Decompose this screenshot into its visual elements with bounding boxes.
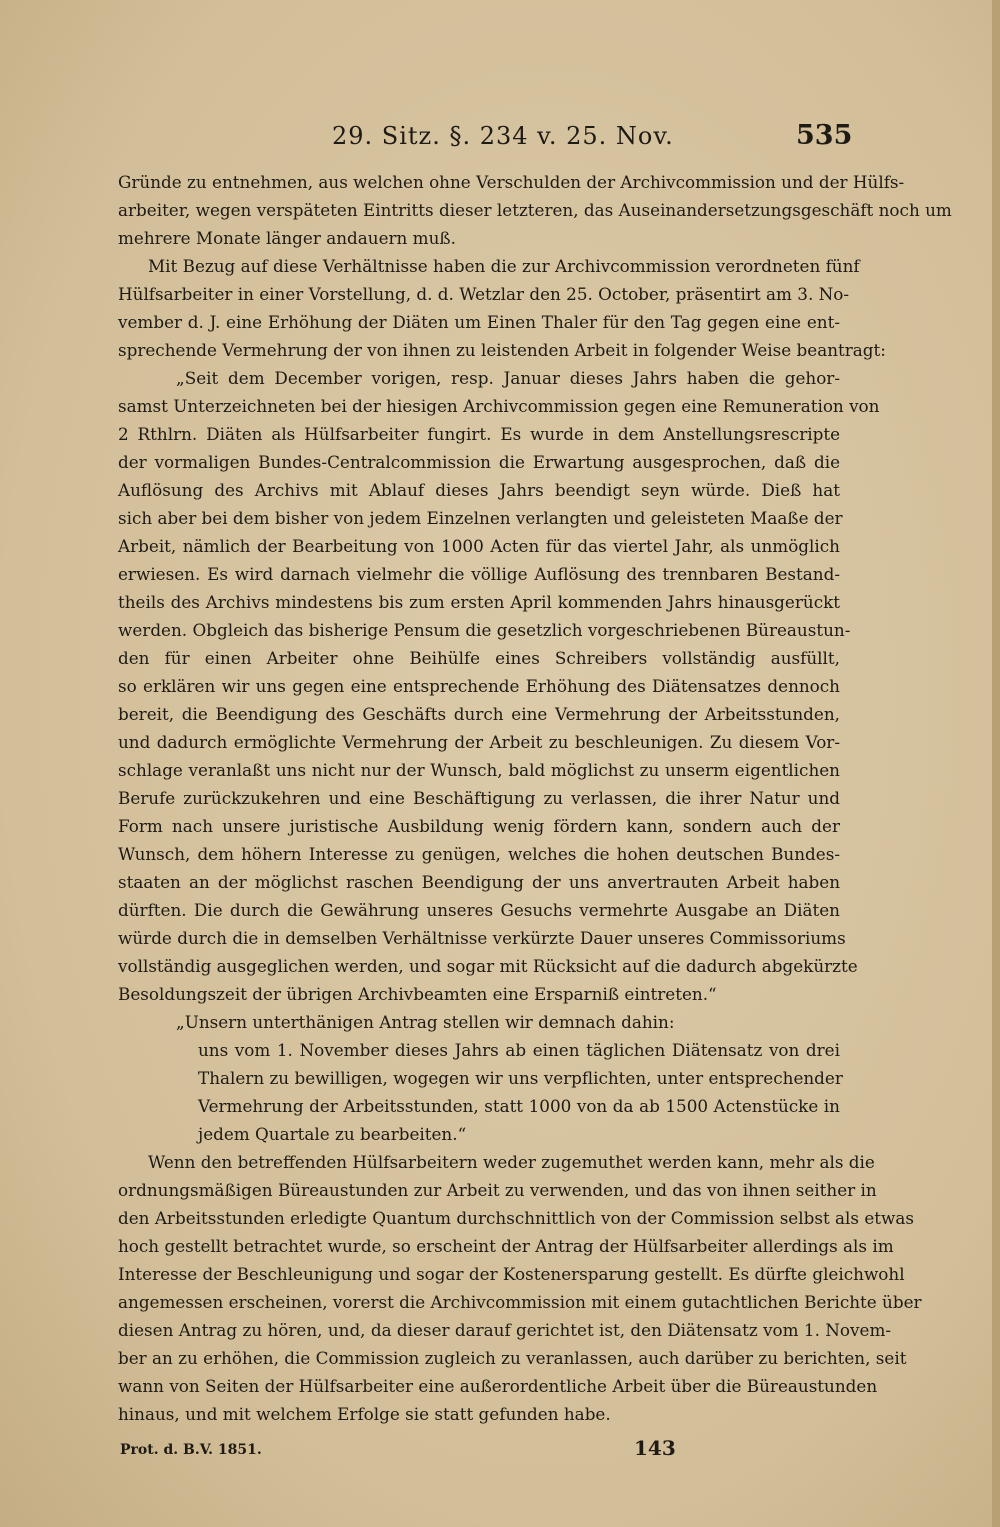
text-line: Mit Bezug auf diese Verhältnisse haben die zur Archivcommission verordneten fünf [148,256,860,276]
text-line: sprechende Vermehrung der von ihnen zu leistenden Arbeit in folgender Weise beantragt: [118,340,886,360]
text-line: uns vom 1. November dieses Jahrs ab einen täglichen Diätensatz von drei [198,1040,840,1060]
text-line: und dadurch ermöglichte Vermehrung der Arbeit zu beschleunigen. Zu diesem Vor- [118,732,840,752]
text-line: Besoldungszeit der übrigen Archivbeamten eine Ersparniß eintreten.“ [118,984,717,1004]
text-line: den Arbeitsstunden erledigte Quantum durchschnittlich von der Commission selbst als etwas [118,1208,915,1228]
text-line: ber an zu erhöhen, die Commission zugleich zu veranlassen, auch darüber zu berichten, seit [118,1348,907,1368]
text-line: bereit, die Beendigung des Geschäfts durch eine Vermehrung der Arbeitsstunden, [118,704,840,724]
text-line: Wunsch, dem höhern Interesse zu genügen, welches die hohen deutschen Bundes- [118,844,840,864]
text-line: so erklären wir uns gegen eine entsprechende Erhöhung des Diätensatzes dennoch [118,676,840,696]
text-line: Hülfsarbeiter in einer Vorstellung, d. d. Wetzlar den 25. October, präsentirt am 3. No- [118,284,850,304]
text-line: Thalern zu bewilligen, wogegen wir uns verpflichten, unter entsprechender [198,1068,843,1088]
text-line: „Seit dem December vorigen, resp. Januar dieses Jahrs haben die gehor- [176,368,840,388]
text-line: vember d. J. eine Erhöhung der Diäten um Einen Thaler für den Tag gegen eine ent- [118,312,840,332]
text-line: 2 Rthlrn. Diäten als Hülfsarbeiter fungirt. Es wurde in dem Anstellungsrescripte [118,424,840,444]
text-line: dürften. Die durch die Gewährung unseres Gesuchs vermehrte Ausgabe an Diäten [118,900,840,920]
text-line: Berufe zurückzukehren und eine Beschäftigung zu verlassen, die ihrer Natur und [118,788,840,808]
text-line: hinaus, und mit welchem Erfolge sie statt gefunden habe. [118,1404,611,1424]
text-line: Gründe zu entnehmen, aus welchen ohne Verschulden der Archivcommission und der Hülfs- [118,172,905,192]
page-number: 535 [796,120,853,151]
text-line: theils des Archivs mindestens bis zum ersten April kommenden Jahrs hinausgerückt [118,592,840,612]
text-line: den für einen Arbeiter ohne Beihülfe eines Schreibers vollständig ausfüllt, [118,648,840,668]
text-line: arbeiter, wegen verspäteten Eintritts dieser letzteren, das Auseinandersetzungsgeschäft noch um [118,200,952,220]
text-line: „Unsern unterthänigen Antrag stellen wir demnach dahin: [176,1012,675,1032]
page-edge [992,0,1000,1527]
text-line: angemessen erscheinen, vorerst die Archivcommission mit einem gutachtlichen Berichte über [118,1292,922,1312]
text-line: würde durch die in demselben Verhältnisse verkürzte Dauer unseres Commissoriums [118,928,846,948]
text-line: staaten an der möglichst raschen Beendigung der uns anvertrauten Arbeit haben [118,872,840,892]
text-line: erwiesen. Es wird darnach vielmehr die völlige Auflösung des trennbaren Bestand- [118,564,840,584]
text-line: Form nach unsere juristische Ausbildung wenig fördern kann, sondern auch der [118,816,840,836]
text-line: jedem Quartale zu bearbeiten.“ [198,1124,467,1144]
text-line: Interesse der Beschleunigung und sogar der Kostenersparung gestellt. Es dürfte gleichwohl [118,1264,905,1284]
text-line: werden. Obgleich das bisherige Pensum die gesetzlich vorgeschriebenen Büreaustun- [118,620,851,640]
text-line: wann von Seiten der Hülfsarbeiter eine außerordentliche Arbeit über die Büreaustunden [118,1376,878,1396]
text-line: schlage veranlaßt uns nicht nur der Wunsch, bald möglichst zu unserm eigentlichen [118,760,840,780]
text-line: ordnungsmäßigen Büreaustunden zur Arbeit zu verwenden, und das von ihnen seither in [118,1180,877,1200]
text-line: der vormaligen Bundes-Centralcommission die Erwartung ausgesprochen, daß die [118,452,840,472]
text-line: Auflösung des Archivs mit Ablauf dieses Jahrs beendigt seyn würde. Dieß hat [118,480,840,500]
text-line: mehrere Monate länger andauern muß. [118,228,456,248]
running-head: 29. Sitz. §. 234 v. 25. Nov. [332,122,674,150]
text-line: Vermehrung der Arbeitsstunden, statt 1000 von da ab 1500 Actenstücke in [198,1096,840,1116]
printer-signature: Prot. d. B.V. 1851. [120,1442,262,1458]
text-line: hoch gestellt betrachtet wurde, so erscheint der Antrag der Hülfsarbeiter allerdings als im [118,1236,894,1256]
text-line: vollständig ausgeglichen werden, und sogar mit Rücksicht auf die dadurch abgekürzte [118,956,858,976]
sheet-number: 143 [634,1436,676,1460]
text-line: samst Unterzeichneten bei der hiesigen Archivcommission gegen eine Remuneration von [118,396,880,416]
text-line: Arbeit, nämlich der Bearbeitung von 1000 Acten für das viertel Jahr, als unmöglich [118,536,840,556]
page-header [0,118,1000,158]
text-line: sich aber bei dem bisher von jedem Einzelnen verlangten und geleisteten Maaße der [118,508,843,528]
text-line: diesen Antrag zu hören, und, da dieser darauf gerichtet ist, den Diätensatz vom 1. Novem- [118,1320,892,1340]
text-line: Wenn den betreffenden Hülfsarbeitern weder zugemuthet werden kann, mehr als die [148,1152,875,1172]
page-footer [0,1436,1000,1466]
